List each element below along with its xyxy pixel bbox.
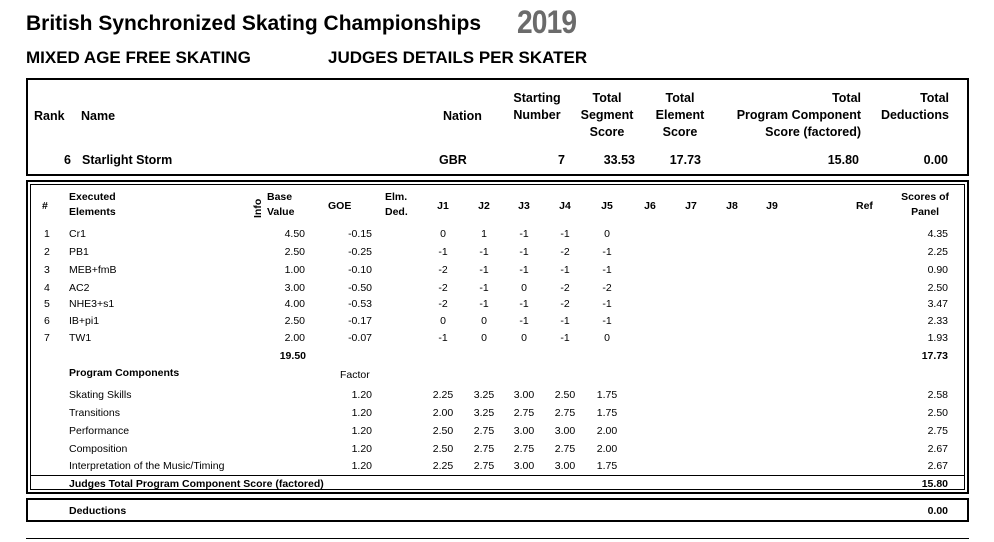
element-judge-score: -1 — [519, 264, 529, 276]
skater-starting-number: 7 — [558, 153, 565, 167]
element-name: IB+pi1 — [69, 315, 100, 327]
rank-header: Rank — [34, 109, 65, 123]
base-value-header: Base Value — [267, 191, 295, 218]
deductions-header: Total Deductions — [880, 91, 949, 122]
element-judge-score: -2 — [560, 246, 570, 258]
element-goe: -0.17 — [348, 315, 372, 327]
element-judge-score: -1 — [479, 246, 489, 258]
element-judge-score: -1 — [560, 315, 570, 327]
component-judge-score: 2.75 — [473, 460, 495, 472]
element-judge-score: -1 — [602, 298, 612, 310]
element-judge-score: -1 — [438, 246, 448, 258]
element-judge-score: -2 — [438, 298, 448, 310]
element-judge-score: 0 — [481, 315, 487, 327]
skater-tss: 33.53 — [603, 153, 635, 167]
component-judge-score: 3.00 — [513, 425, 535, 437]
element-num: 3 — [44, 264, 50, 276]
element-judge-score: -1 — [519, 246, 529, 258]
element-judge-score: -2 — [438, 282, 448, 294]
element-goe: -0.53 — [348, 298, 372, 310]
component-name: Transitions — [69, 407, 120, 419]
component-name: Composition — [69, 443, 128, 455]
pcs-header: Total Program Component Score (factored) — [736, 91, 861, 139]
component-factor: 1.20 — [351, 425, 372, 437]
element-base-value: 2.00 — [284, 332, 305, 344]
ref-header: Ref — [856, 200, 873, 212]
element-num: 7 — [44, 332, 50, 344]
element-name: TW1 — [69, 332, 92, 344]
page-year: 2019 — [517, 4, 577, 40]
component-judge-score: 1.75 — [596, 389, 618, 401]
components-title: Program Components — [69, 367, 180, 379]
tss-header: Total Segment Score — [580, 91, 634, 139]
skater-deductions: 0.00 — [923, 153, 948, 167]
judge-header-9: J9 — [766, 200, 778, 212]
component-judge-score: 3.00 — [513, 389, 535, 401]
component-panel-score: 2.67 — [927, 460, 948, 472]
element-num: 4 — [44, 282, 50, 294]
element-base-value: 2.50 — [284, 246, 305, 258]
component-judge-score: 2.00 — [596, 443, 618, 455]
component-judge-score: 2.75 — [554, 407, 576, 419]
element-judge-score: -1 — [560, 332, 570, 344]
element-num: 2 — [44, 246, 50, 258]
judge-header-5: J5 — [601, 200, 613, 212]
component-judge-score: 2.00 — [596, 425, 618, 437]
element-judge-score: 0 — [440, 228, 446, 240]
element-goe: -0.10 — [348, 264, 372, 276]
report-title: JUDGES DETAILS PER SKATER — [328, 48, 588, 67]
elements-panel-total: 17.73 — [921, 350, 948, 362]
element-name: AC2 — [69, 282, 90, 294]
element-judge-score: 0 — [604, 228, 610, 240]
component-judge-score: 2.75 — [513, 443, 535, 455]
deductions-box — [26, 498, 969, 522]
num-header: # — [42, 200, 48, 212]
element-judge-score: -1 — [519, 298, 529, 310]
component-factor: 1.20 — [351, 407, 372, 419]
details-inner-frame — [30, 184, 965, 490]
element-judge-score: -1 — [560, 228, 570, 240]
component-factor: 1.20 — [351, 443, 372, 455]
judge-header-4: J4 — [559, 200, 571, 212]
segment-title: MIXED AGE FREE SKATING — [26, 48, 251, 67]
element-judge-score: -1 — [602, 264, 612, 276]
name-header: Name — [81, 109, 116, 123]
judge-header-2: J2 — [478, 200, 490, 212]
component-panel-score: 2.58 — [927, 389, 948, 401]
element-judge-score: 0 — [521, 282, 527, 294]
component-name: Skating Skills — [69, 389, 132, 401]
tes-header: Total Element Score — [655, 91, 705, 139]
judge-header-1: J1 — [437, 200, 449, 212]
component-name: Performance — [69, 425, 130, 437]
element-judge-score: -2 — [560, 282, 570, 294]
judge-header-6: J6 — [644, 200, 656, 212]
element-judge-score: -2 — [602, 282, 612, 294]
element-judge-score: -1 — [519, 228, 529, 240]
element-panel-score: 2.50 — [927, 282, 948, 294]
component-judge-score: 2.50 — [432, 425, 454, 437]
element-judge-score: -1 — [560, 264, 570, 276]
element-goe: -0.07 — [348, 332, 372, 344]
judge-header-7: J7 — [685, 200, 697, 212]
element-name: PB1 — [69, 246, 89, 258]
component-judge-score: 2.75 — [554, 443, 576, 455]
deductions-label: Deductions — [69, 505, 127, 517]
starting-number-header: Starting Number — [513, 91, 561, 122]
element-base-value: 3.00 — [284, 282, 305, 294]
element-judge-score: 0 — [604, 332, 610, 344]
element-panel-score: 4.35 — [927, 228, 948, 240]
element-judge-score: -1 — [479, 298, 489, 310]
component-panel-score: 2.67 — [927, 443, 948, 455]
panel-header: Scores of Panel — [901, 191, 949, 218]
skater-nation: GBR — [439, 153, 467, 167]
pcs-total-value: 15.80 — [921, 478, 948, 490]
element-panel-score: 0.90 — [927, 264, 948, 276]
deductions-value: 0.00 — [927, 505, 948, 517]
element-judge-score: -1 — [602, 246, 612, 258]
factor-header: Factor — [340, 369, 370, 381]
element-judge-score: 0 — [440, 315, 446, 327]
judge-header-3: J3 — [518, 200, 530, 212]
component-name: Interpretation of the Music/Timing — [69, 460, 225, 472]
element-name: NHE3+s1 — [69, 298, 115, 310]
element-name: Cr1 — [69, 228, 86, 240]
element-judge-score: 0 — [521, 332, 527, 344]
skater-rank: 6 — [64, 153, 71, 167]
component-judge-score: 2.75 — [473, 425, 495, 437]
element-name: MEB+fmB — [69, 264, 117, 276]
element-judge-score: 0 — [481, 332, 487, 344]
elm-ded-header: Elm. Ded. — [385, 191, 408, 218]
goe-header: GOE — [328, 200, 352, 212]
judge-header-8: J8 — [726, 200, 738, 212]
component-judge-score: 3.00 — [554, 425, 576, 437]
element-goe: -0.50 — [348, 282, 372, 294]
component-panel-score: 2.50 — [927, 407, 948, 419]
element-panel-score: 1.93 — [927, 332, 948, 344]
component-judge-score: 3.00 — [554, 460, 576, 472]
component-judge-score: 2.50 — [432, 443, 454, 455]
executed-elements-header: Executed Elements — [69, 191, 116, 218]
element-judge-score: -2 — [438, 264, 448, 276]
component-factor: 1.20 — [351, 389, 372, 401]
skater-name: Starlight Storm — [82, 153, 173, 167]
component-judge-score: 2.00 — [432, 407, 454, 419]
pcs-total-label: Judges Total Program Component Score (factored) — [69, 478, 324, 490]
component-panel-score: 2.75 — [927, 425, 948, 437]
element-goe: -0.25 — [348, 246, 372, 258]
element-panel-score: 3.47 — [927, 298, 948, 310]
element-judge-score: -1 — [519, 315, 529, 327]
component-judge-score: 3.25 — [473, 389, 495, 401]
element-num: 6 — [44, 315, 50, 327]
component-judge-score: 2.25 — [432, 460, 454, 472]
element-base-value: 4.50 — [284, 228, 305, 240]
element-judge-score: -1 — [438, 332, 448, 344]
base-value-total: 19.50 — [279, 350, 306, 362]
component-judge-score: 2.50 — [554, 389, 576, 401]
component-judge-score: 1.75 — [596, 460, 618, 472]
element-panel-score: 2.33 — [927, 315, 948, 327]
element-judge-score: -1 — [479, 264, 489, 276]
component-judge-score: 2.75 — [513, 407, 535, 419]
element-num: 1 — [44, 228, 50, 240]
element-judge-score: -1 — [602, 315, 612, 327]
element-judge-score: 1 — [481, 228, 487, 240]
info-header: Info — [252, 198, 264, 218]
total-rule — [31, 475, 964, 476]
footer-rule — [26, 538, 969, 539]
element-base-value: 4.00 — [284, 298, 305, 310]
component-factor: 1.20 — [351, 460, 372, 472]
element-base-value: 2.50 — [284, 315, 305, 327]
component-judge-score: 1.75 — [596, 407, 618, 419]
element-judge-score: -2 — [560, 298, 570, 310]
page-title: British Synchronized Skating Championships — [26, 12, 482, 35]
nation-header: Nation — [443, 109, 482, 123]
component-judge-score: 2.25 — [432, 389, 454, 401]
element-num: 5 — [44, 298, 50, 310]
element-judge-score: -1 — [479, 282, 489, 294]
skater-pcs: 15.80 — [827, 153, 859, 167]
component-judge-score: 2.75 — [473, 443, 495, 455]
element-goe: -0.15 — [348, 228, 372, 240]
element-panel-score: 2.25 — [927, 246, 948, 258]
component-judge-score: 3.25 — [473, 407, 495, 419]
element-base-value: 1.00 — [284, 264, 305, 276]
skater-tes: 17.73 — [669, 153, 701, 167]
component-judge-score: 3.00 — [513, 460, 535, 472]
